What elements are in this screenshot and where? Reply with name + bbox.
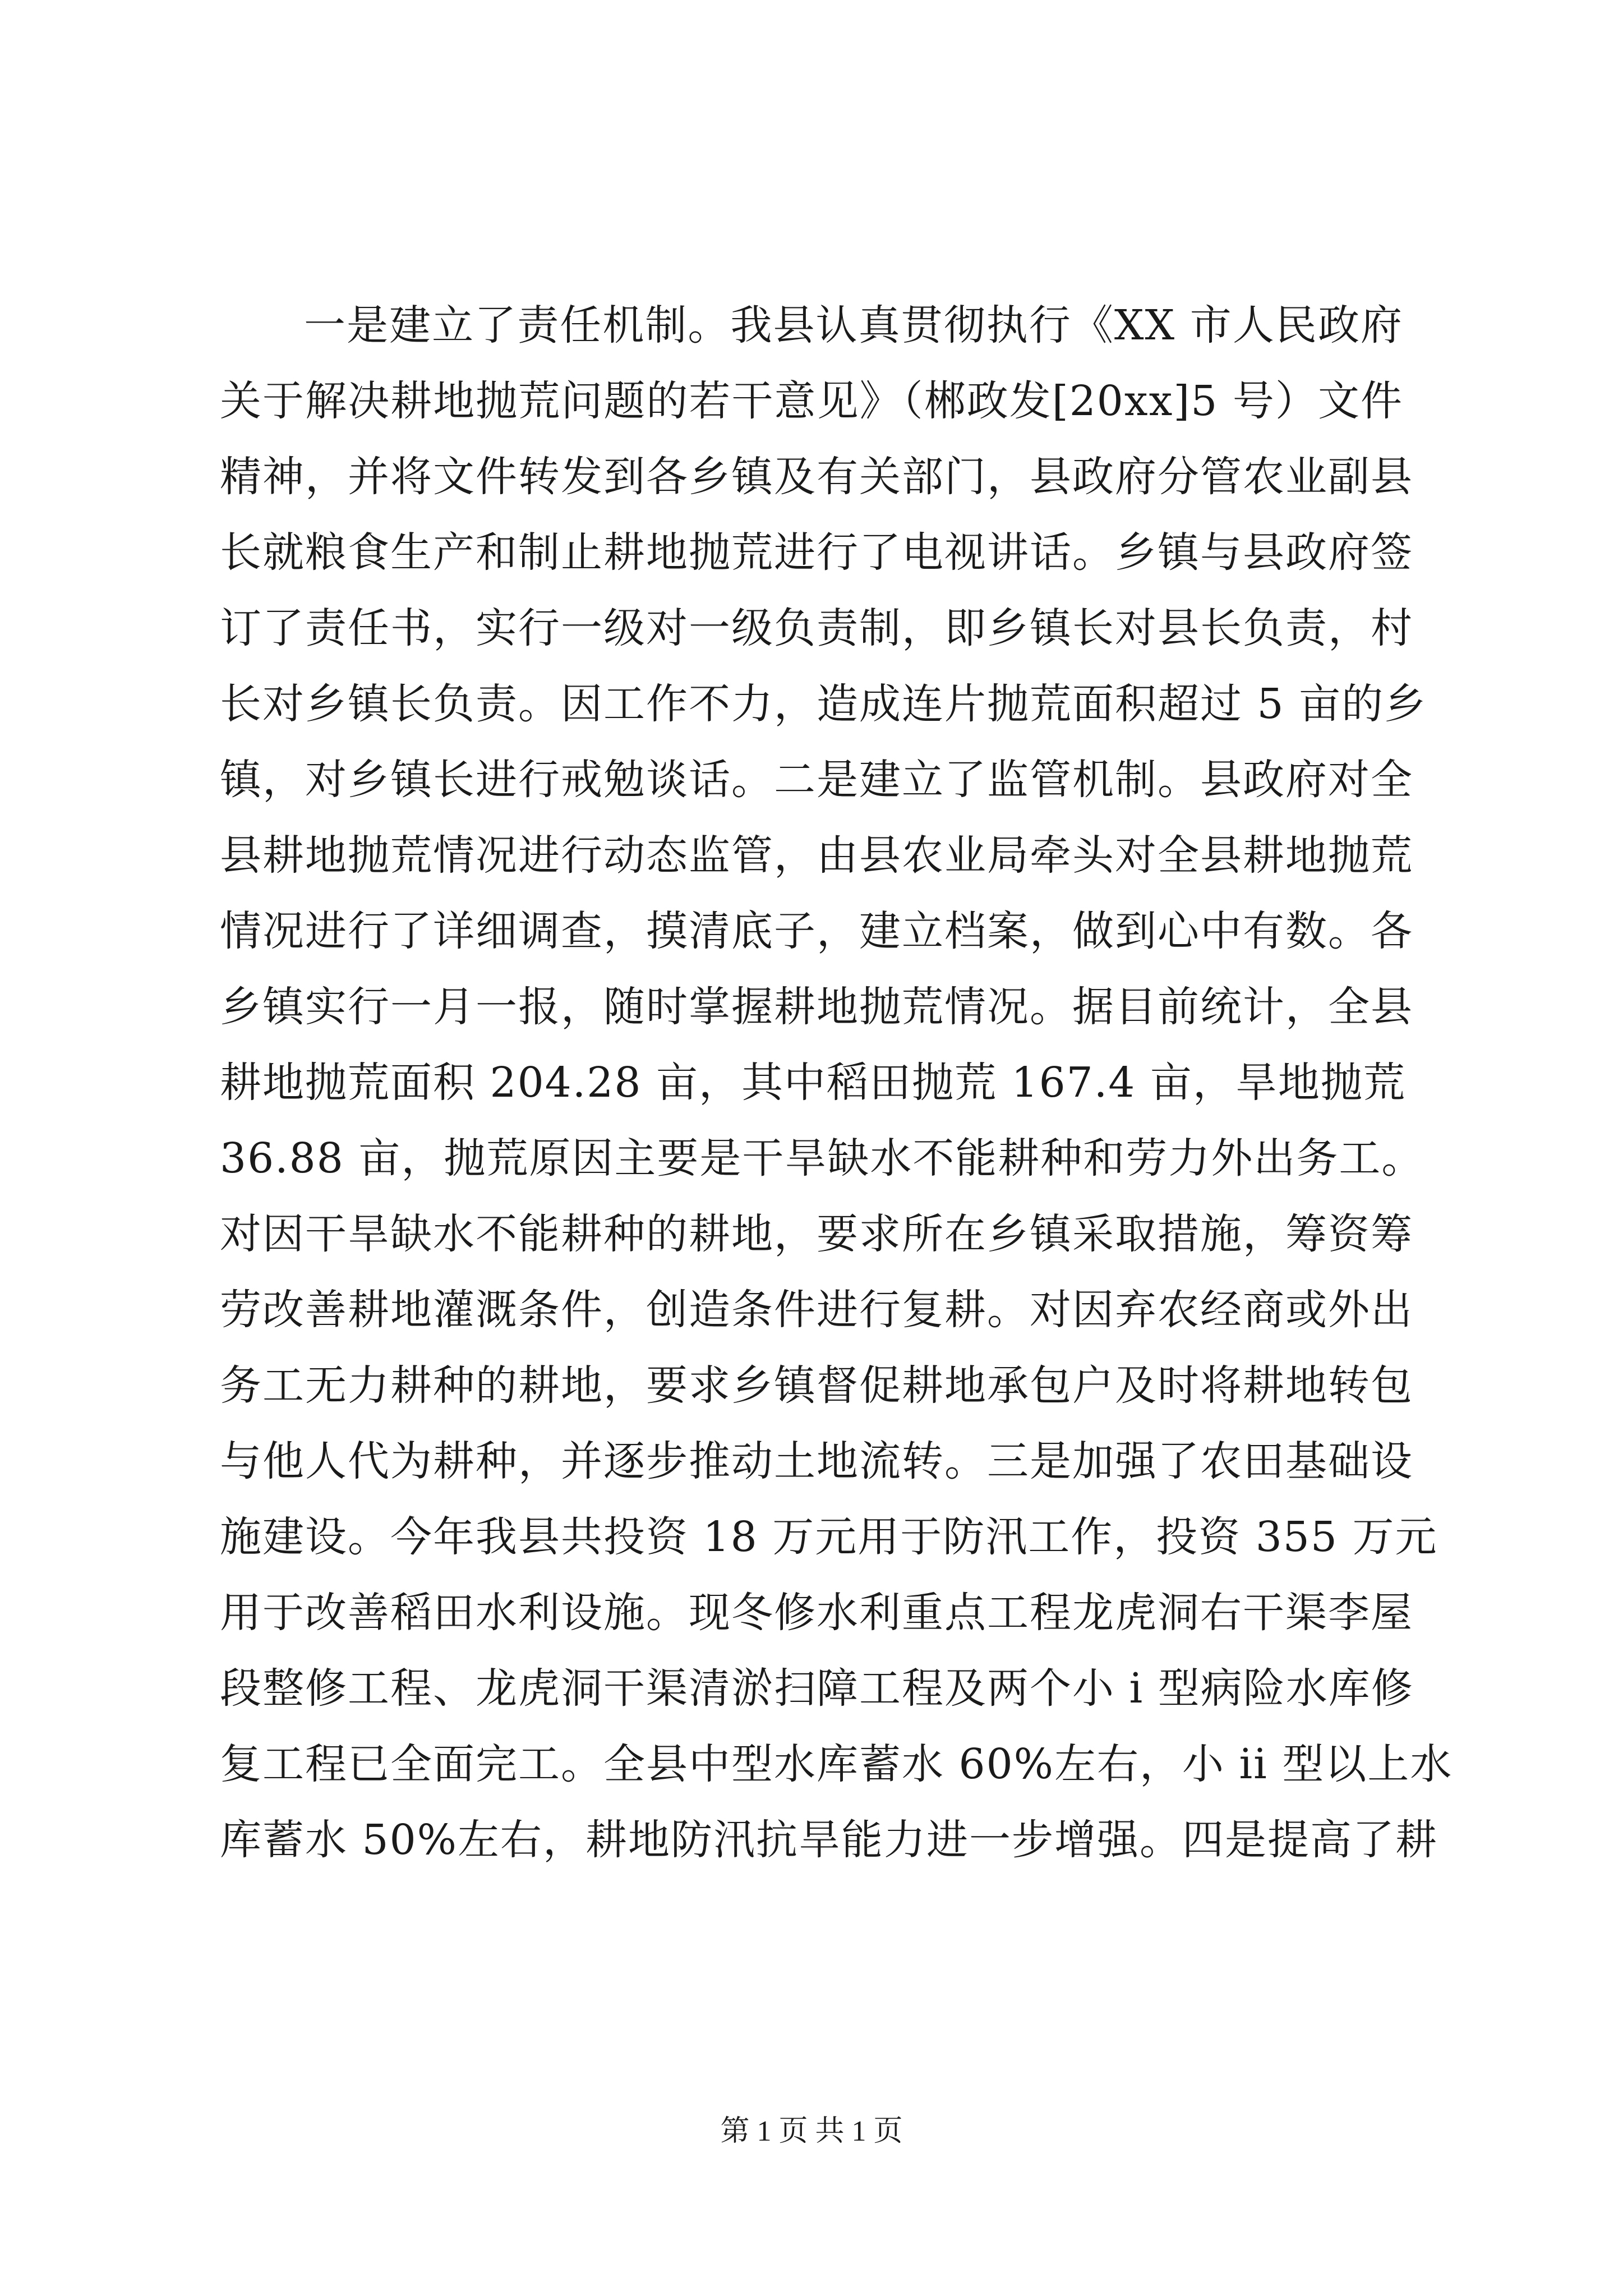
text-line: 对因干旱缺水不能耕种的耕地，要求所在乡镇采取措施，筹资筹 bbox=[220, 1210, 1413, 1258]
text-line: 段整修工程、龙虎洞干渠清淤扫障工程及两个小 i 型病险水库修 bbox=[220, 1664, 1414, 1713]
text-line: 复工程已全面完工。全县中型水库蓄水 60%左右，小 ii 型以上水 bbox=[220, 1740, 1453, 1788]
text-line: 劳改善耕地灌溉条件，创造条件进行复耕。对因弃农经商或外出 bbox=[220, 1286, 1413, 1334]
text-line: 耕地抛荒面积 204.28 亩，其中稻田抛荒 167.4 亩，旱地抛荒 bbox=[220, 1059, 1406, 1107]
text-line: 库蓄水 50%左右，耕地防汛抗旱能力进一步增强。四是提高了耕 bbox=[220, 1816, 1438, 1864]
text-line: 关于解决耕地抛荒问题的若干意见》（郴政发[20xx]5 号）文件 bbox=[220, 377, 1403, 425]
text-line: 务工无力耕种的耕地，要求乡镇督促耕地承包户及时将耕地转包 bbox=[220, 1361, 1413, 1410]
text-line: 精神，并将文件转发到各乡镇及有关部门，县政府分管农业副县 bbox=[220, 453, 1413, 501]
text-line: 长对乡镇长负责。因工作不力，造成连片抛荒面积超过 5 亩的乡 bbox=[220, 680, 1427, 728]
text-line: 镇，对乡镇长进行戒勉谈话。二是建立了监管机制。县政府对全 bbox=[220, 756, 1413, 804]
text-line: 施建设。今年我县共投资 18 万元用于防汛工作，投资 355 万元 bbox=[220, 1513, 1438, 1561]
text-line: 县耕地抛荒情况进行动态监管，由县农业局牵头对全县耕地抛荒 bbox=[220, 831, 1413, 880]
text-line: 订了责任书，实行一级对一级负责制，即乡镇长对县长负责，村 bbox=[220, 604, 1413, 652]
text-line: 乡镇实行一月一报，随时掌握耕地抛荒情况。据目前统计，全县 bbox=[220, 983, 1413, 1031]
page-number-footer: 第 1 页 共 1 页 bbox=[720, 2115, 903, 2147]
text-line: 用于改善稻田水利设施。现冬修水利重点工程龙虎洞右干渠李屋 bbox=[220, 1589, 1413, 1637]
text-line: 长就粮食生产和制止耕地抛荒进行了电视讲话。乡镇与县政府签 bbox=[220, 528, 1413, 577]
text-line: 36.88 亩，抛荒原因主要是干旱缺水不能耕种和劳力外出务工。 bbox=[220, 1134, 1424, 1182]
text-line: 情况进行了详细调查，摸清底子，建立档案，做到心中有数。各 bbox=[220, 907, 1413, 955]
text-line: 一是建立了责任机制。我县认真贯彻执行《XX 市人民政府 bbox=[304, 301, 1403, 349]
text-line: 与他人代为耕种，并逐步推动土地流转。三是加强了农田基础设 bbox=[220, 1437, 1413, 1485]
